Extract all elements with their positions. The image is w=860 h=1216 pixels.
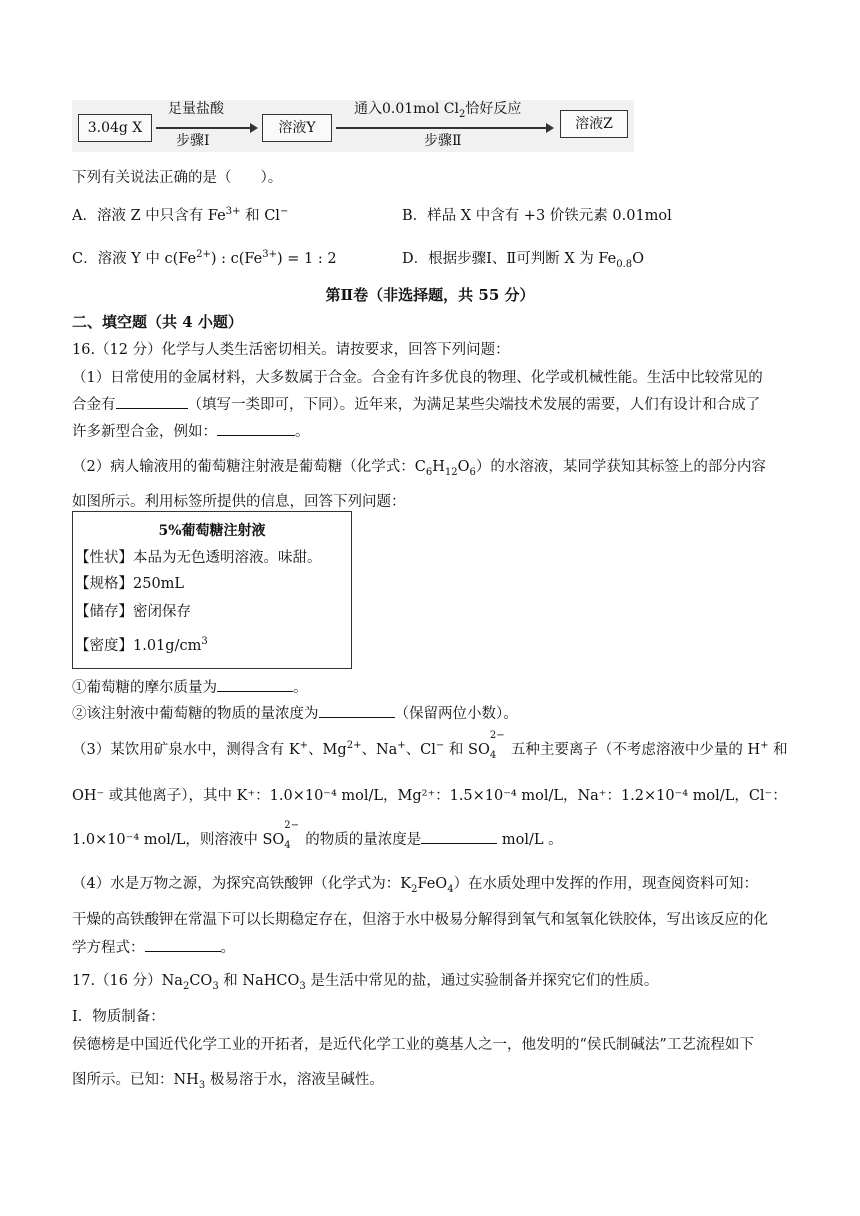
flow-arrow1-top-label: 足量盐酸 [168,101,224,117]
answer-blank[interactable] [217,677,293,692]
q16-sub2: ②该注射液中葡萄糖的物质的量浓度为 （保留两位小数）。 [72,702,518,723]
q17-line1: 侯德榜是中国近代化学工业的开拓者，是近代化学工业的奠基人之一，他发明的“侯氏制碱法”工艺流程如下 [72,1037,754,1053]
volume-2-title: 第Ⅱ卷（非选择题，共 55 分） [325,286,535,304]
flow-arrow-2 [336,127,552,129]
flow-arrow-1 [156,127,256,129]
q16-sub1: ①葡萄糖的摩尔质量为 。 [72,676,308,697]
q16-p4-line3: 学方程式： 。 [72,936,235,957]
flow-box-x: 3.04g X [78,114,152,142]
flow-box-y: 溶液Y [262,114,332,142]
part-2-title: 二、填空题（共 4 小题） [72,313,243,331]
q15-option-d: D．根据步骤Ⅰ、Ⅱ可判断 X 为 $Fe_{0.8}O$ [402,251,645,270]
flow-arrow2-top-label: 通入0.01mol $Cl_2$恰好反应 [354,101,522,120]
q16-heading: 16.（12 分）化学与人类生活密切相关。请按要求，回答下列问题： [72,342,510,358]
answer-blank[interactable] [421,829,497,844]
flow-arrow2-bottom-label: 步骤Ⅱ [424,133,462,149]
q17-part1-title: Ⅰ．物质制备： [72,1009,165,1025]
answer-blank[interactable] [116,394,188,409]
q16-p3-line2: OH⁻ 或其他离子），其中 K⁺：1.0×10⁻⁴ mol/L，Mg²⁺：1.5×10⁻⁴ mol/L，Na⁺：1.2×10⁻⁴ mol/L，Cl⁻： [72,788,787,804]
label-row-storage: 【储存】密闭保存 [75,604,191,620]
q17-heading: 17.（16 分）$Na_2CO_3$ 和 NaHCO$_3$ 是生活中常见的盐，通过实验制备并探究它们的性质。 [72,973,659,992]
label-row-density: 【密度】$1.01g/cm^3$ [75,636,208,654]
flow-arrow1-bottom-label: 步骤Ⅰ [176,133,210,149]
answer-blank[interactable] [145,937,221,952]
q15-stem: 下列有关说法正确的是（ ）。 [72,170,283,186]
q15-option-b: B．样品 X 中含有 +3 价铁元素 0.01mol [402,208,672,224]
flow-box-z: 溶液Z [560,110,628,138]
glucose-label-box [72,511,352,669]
q16-p3-line1: （3）某饮用矿泉水中，测得含有 K+、$Mg^{2+}$、Na+、Cl− 和 SO $_{2- 4}$ 五种主要离子（不考虑溶液中少量的 H+ 和 [72,729,788,761]
q16-p3-line3: 1.0×10⁻⁴ mol/L，则溶液中 SO $_{2- 4}$ 的物质的量浓度是 mol/L 。 [72,819,563,851]
answer-blank[interactable] [217,421,295,436]
label-row-spec: 【规格】250mL [75,576,185,592]
q16-p2-line2: 如图所示。利用标签所提供的信息，回答下列问题： [72,494,406,510]
q16-p1-line2: 合金有 （填写一类即可，下同）。近年来，为满足某些尖端技术发展的需要，人们有设计和合成了 [72,393,760,414]
q17-line2: 图所示。已知：$NH_3$ 极易溶于水，溶液呈碱性。 [72,1072,384,1091]
q16-p2-line1: （2）病人输液用的葡萄糖注射液是葡萄糖（化学式：$C_6H_{12}O_6$）的水溶液，某同学获知其标签上的部分内容 [72,459,766,478]
process-flow-diagram [72,100,634,152]
label-row-property: 【性状】本品为无色透明溶液。味甜。 [75,550,322,566]
q16-p4-line2: 干燥的高铁酸钾在常温下可以长期稳定存在，但溶于水中极易分解得到氧气和氢氧化铁胶体，写出该反应的化 [72,912,768,928]
label-title: 5%葡萄糖注射液 [158,523,266,539]
q15-option-a: A．溶液 Z 中只含有 $Fe^{3+}$ 和 Cl− [72,206,289,224]
q16-p4-line1: （4）水是万物之源，为探究高铁酸钾（化学式为：$K_2FeO_4$）在水质处理中发挥的作用，现查阅资料可知： [72,876,759,895]
q16-p1-line1: （1）日常使用的金属材料，大多数属于合金。合金有许多优良的物理、化学或机械性能。生活中比较常见的 [72,370,763,386]
answer-blank[interactable] [319,703,395,718]
q15-option-c: C．溶液 Y 中 $c(Fe^{2+})$ : $c(Fe^{3+}) = 1$ : 2 [72,249,337,267]
q16-p1-line3: 许多新型合金，例如： 。 [72,420,310,441]
